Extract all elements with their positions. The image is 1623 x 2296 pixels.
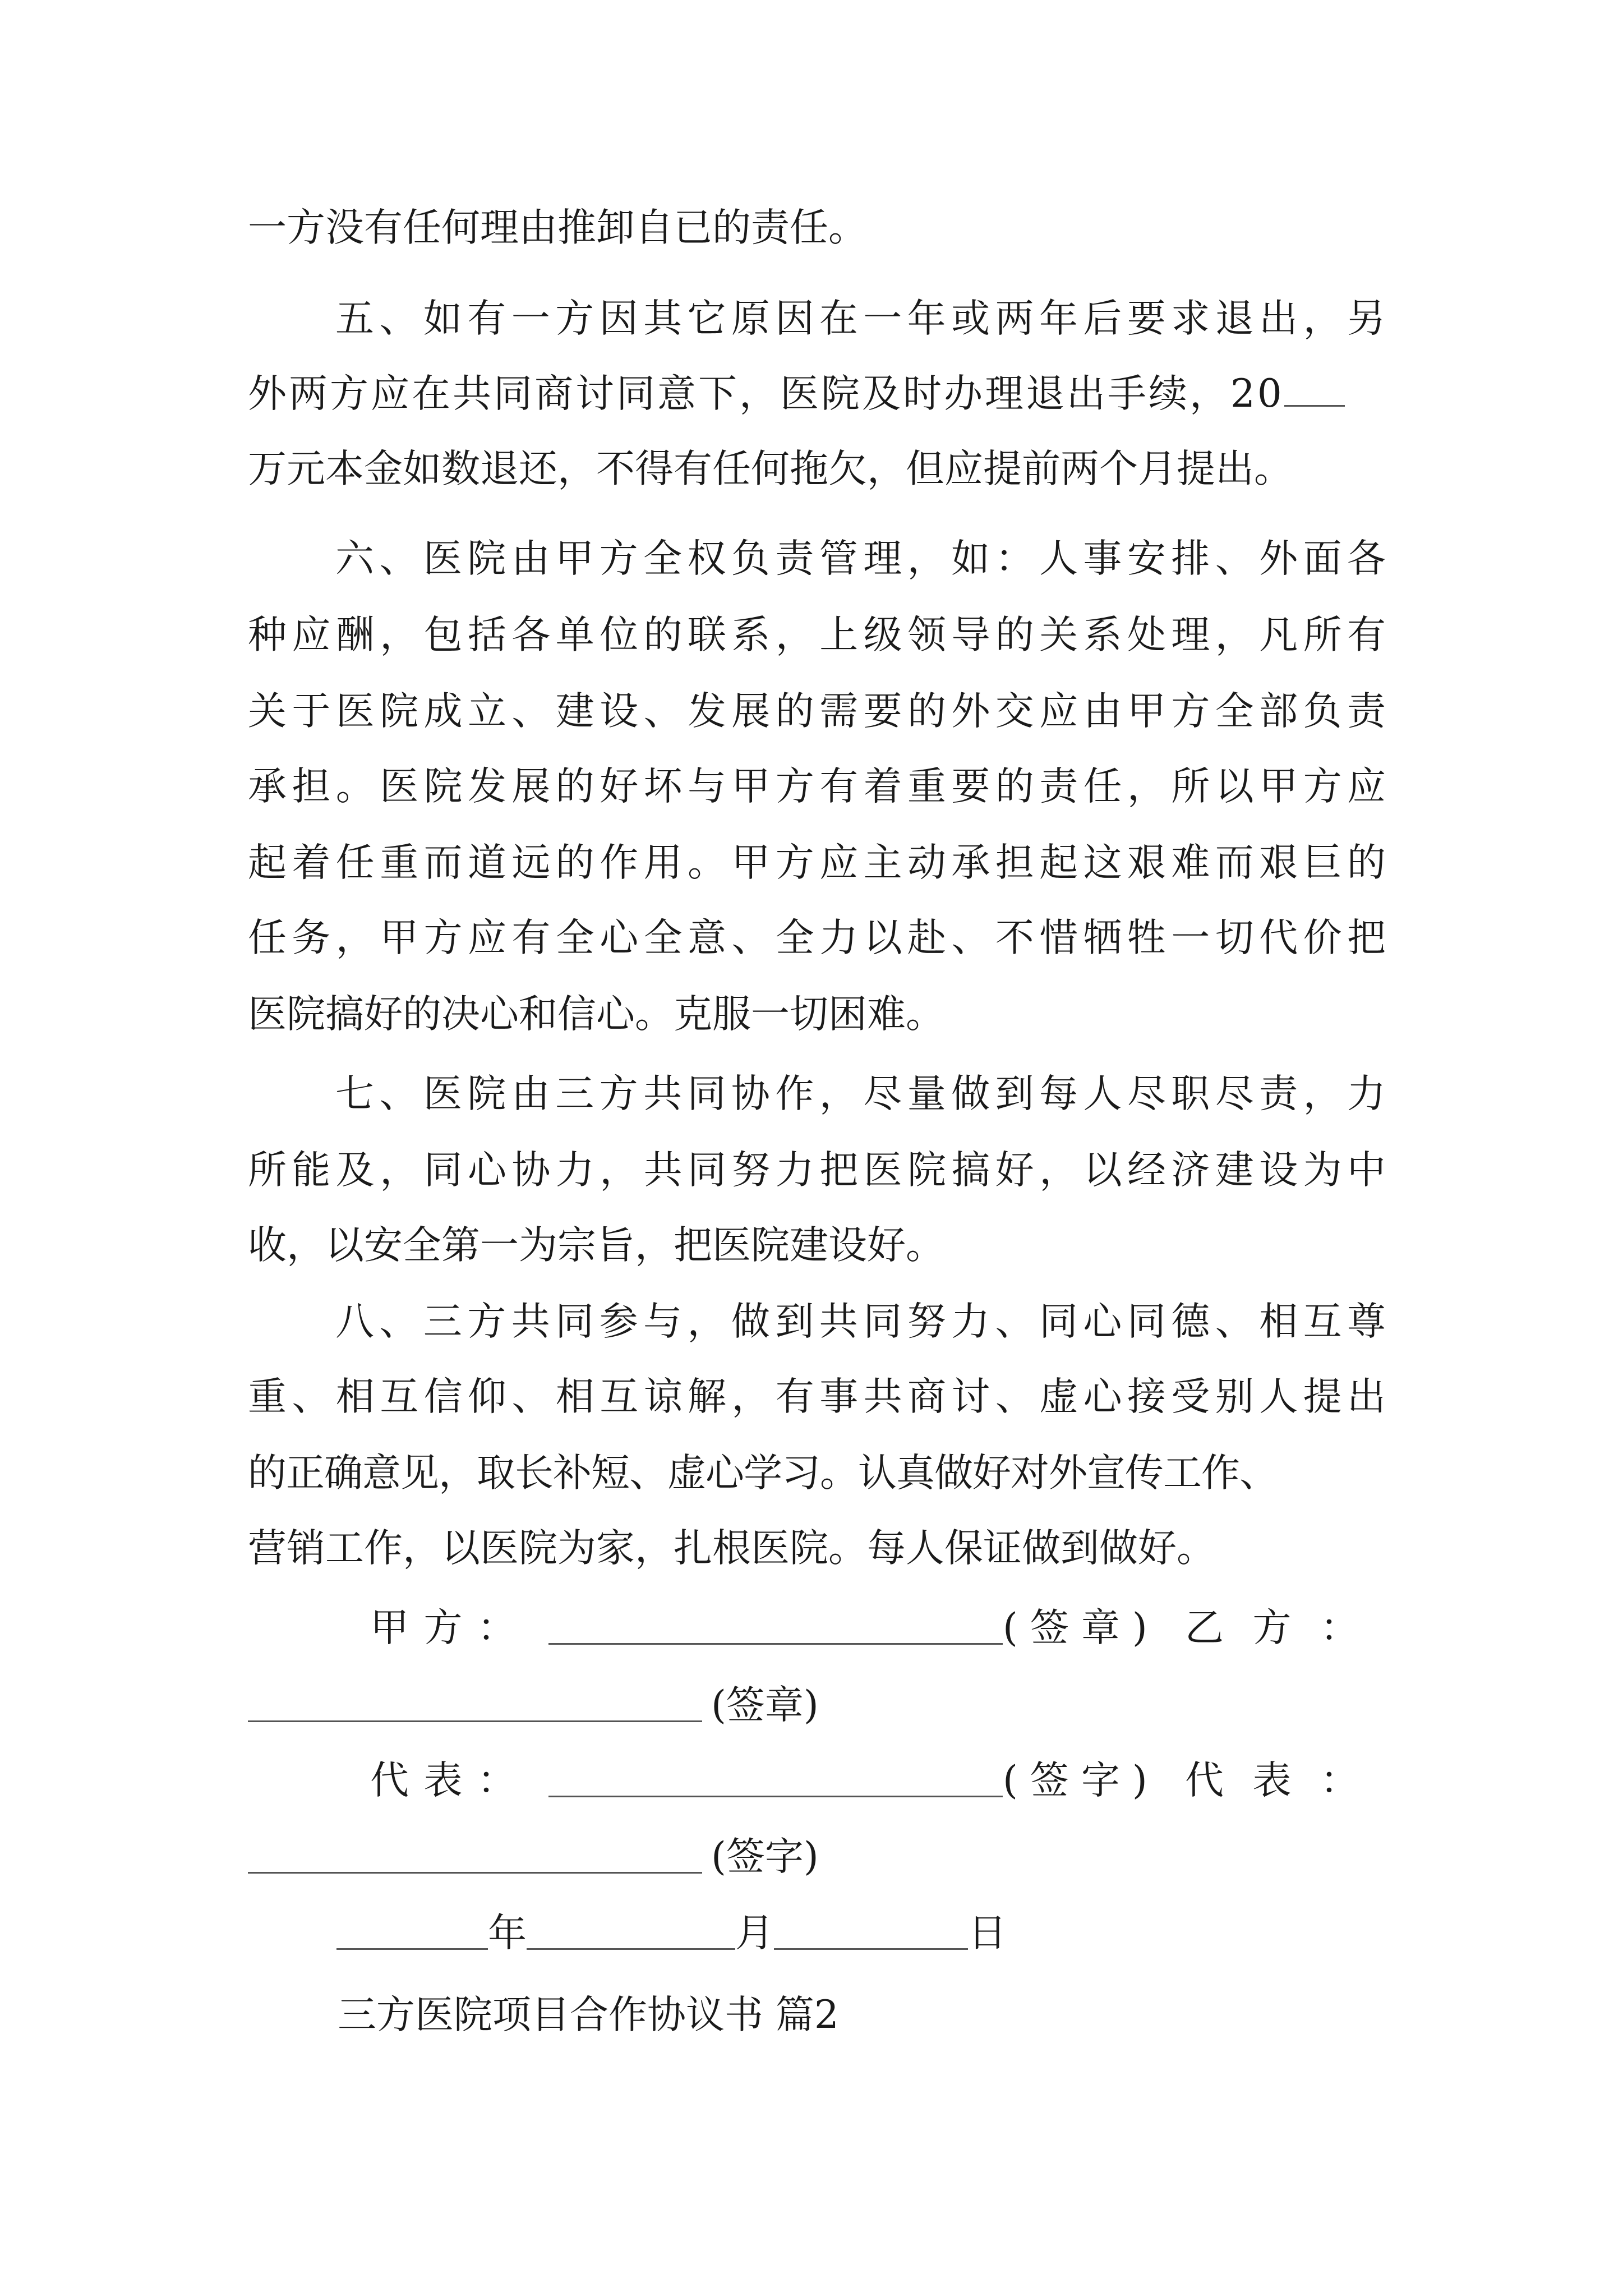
date-row (336, 1899, 1122, 1967)
text-line: 万元本金如数退还，不得有任何拖欠，但应提前两个月提出。 (248, 447, 1293, 491)
paragraph-6-line: 六、医院由甲方全权负责管理，如：人事安排、外面各 (335, 536, 1386, 581)
text-line: 的正确意见，取长补短、虚心学习。认真做好对外宣传工作、 (248, 1451, 1278, 1496)
text-line: 所能及，同心协力，共同努力把医院搞好，以经济建设为中 (248, 1148, 1386, 1193)
signature-row-rep-b (248, 1823, 1386, 1890)
amount-blank (1284, 371, 1345, 407)
rep-a-sign: (签字) (1003, 1758, 1160, 1803)
year-label: 年 (488, 1911, 527, 1955)
text-line: 医院搞好的决心和信心。克服一切困难。 (248, 992, 944, 1037)
year-blank (336, 1906, 488, 1950)
day-blank (774, 1906, 968, 1950)
text-line: 重、相互信仰、相互谅解，有事共商讨、虚心接受别人提出 (248, 1374, 1386, 1419)
signature-row-reps (370, 1747, 1386, 1814)
text-line: 起着任重而道远的作用。甲方应主动承担起这艰难而艰巨的 (248, 840, 1386, 885)
text-line (248, 360, 1386, 427)
text-line: 营销工作，以医院为家，扎根医院。每人保证做到做好。 (248, 1526, 1215, 1571)
text-line: 任务，甲方应有全心全意、全力以赴、不惜牺牲一切代价把 (248, 915, 1386, 960)
signature-row-party-b (248, 1672, 1386, 1739)
month-blank (527, 1906, 735, 1950)
day-label: 日 (968, 1911, 1007, 1955)
paragraph-7-line: 七、医院由三方共同协作，尽量做到每人尽职尽责，力 (335, 1071, 1386, 1116)
party-b-seal: (签章) (711, 1683, 819, 1728)
party-a-blank (548, 1600, 1003, 1645)
text-segment: 外两方应在共同商讨同意下，医院及时办理退出手续，20 (248, 371, 1284, 416)
paragraph-5-line: 五、如有一方因其它原因在一年或两年后要求退出，另 (335, 296, 1386, 341)
rep-a-label: 代表： (370, 1758, 516, 1803)
text-line: 关于医院成立、建设、发展的需要的外交应由甲方全部负责 (248, 689, 1386, 734)
text-line: 种应酬，包括各单位的联系，上级领导的关系处理，凡所有 (248, 613, 1386, 657)
party-b-label: 乙方： (1185, 1605, 1359, 1650)
rep-b-sign: (签字) (711, 1834, 819, 1879)
signature-row-parties (370, 1594, 1386, 1662)
text-line: 一方没有任何理由推卸自已的责任。 (248, 205, 867, 250)
party-a-seal: (签章) (1003, 1605, 1160, 1650)
text-line: 收，以安全第一为宗旨，把医院建设好。 (248, 1223, 944, 1268)
rep-b-blank (248, 1829, 702, 1874)
rep-a-blank (548, 1753, 1003, 1797)
month-label: 月 (735, 1911, 774, 1955)
rep-b-label: 代表： (1185, 1758, 1359, 1803)
paragraph-8-line: 八、三方共同参与，做到共同努力、同心同德、相互尊 (335, 1299, 1386, 1344)
party-b-blank (248, 1678, 702, 1722)
party-a-label: 甲方： (370, 1605, 516, 1650)
next-section-title: 三方医院项目合作协议书 篇2 (338, 1993, 839, 2037)
text-line: 承担。医院发展的好坏与甲方有着重要的责任，所以甲方应 (248, 764, 1386, 809)
